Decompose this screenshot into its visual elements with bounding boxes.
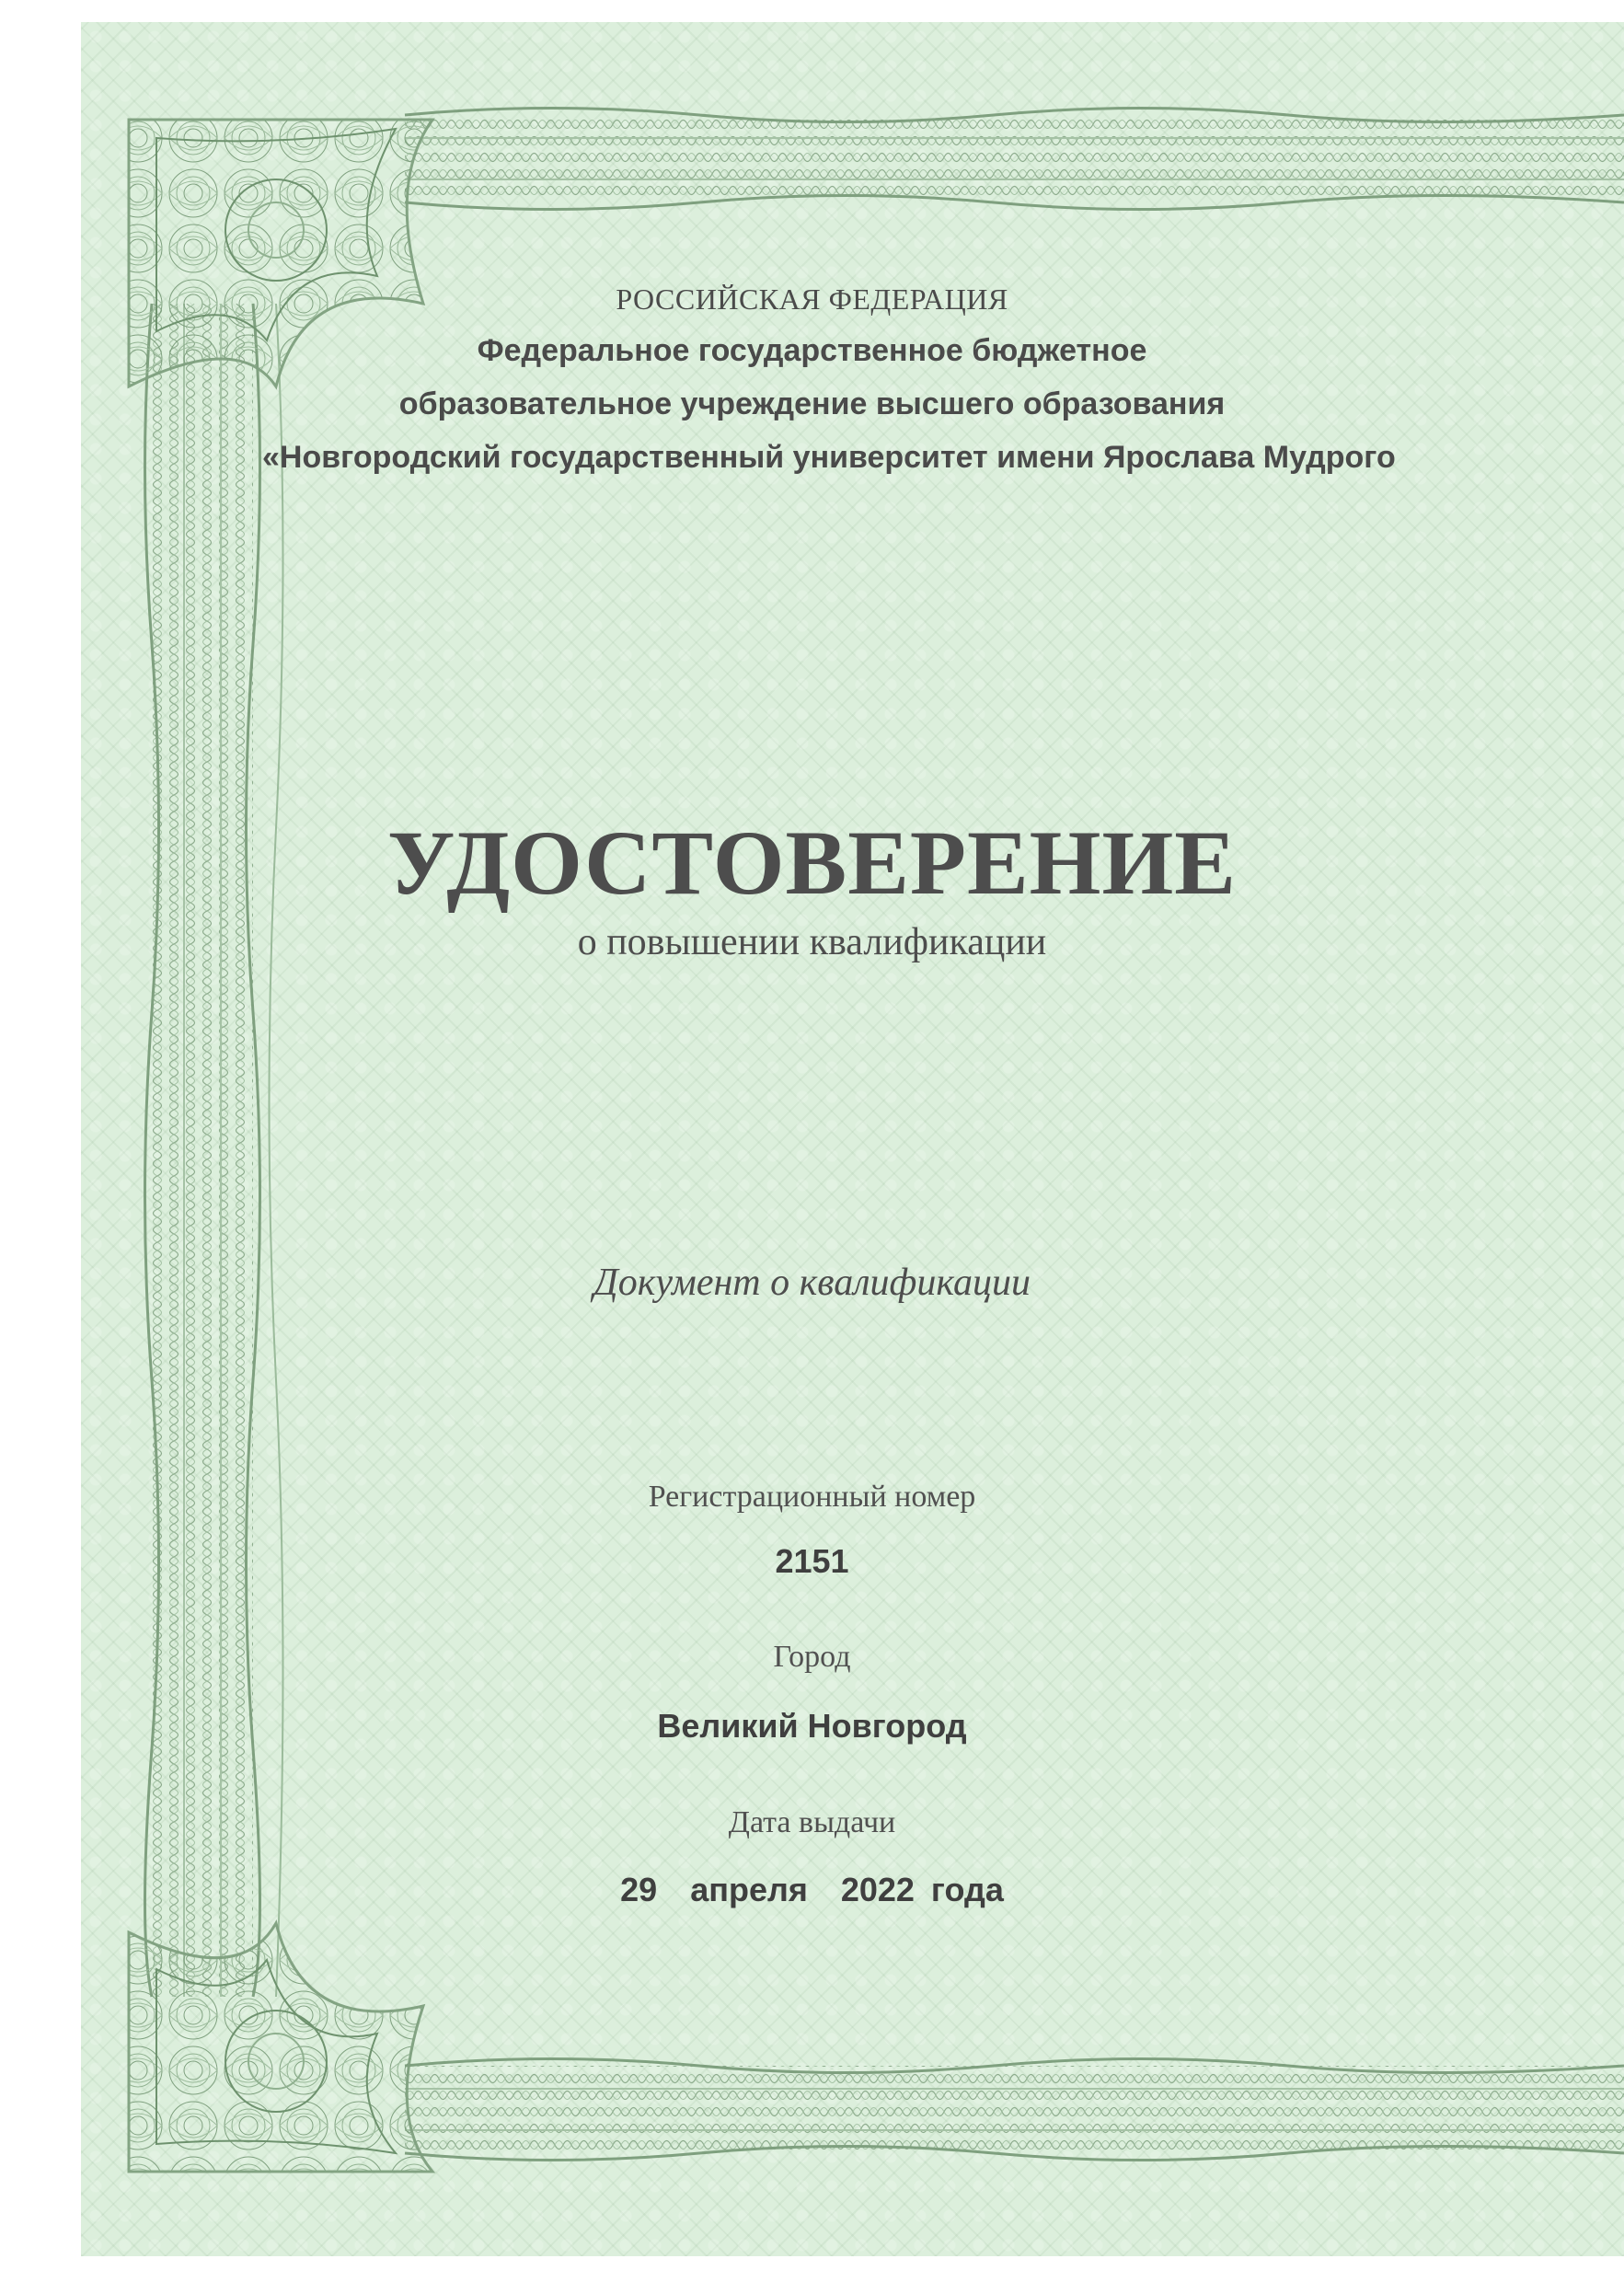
issue-date-label: Дата выдачи [728,1805,896,1839]
country-name: РОССИЙСКАЯ ФЕДЕРАЦИЯ [616,282,1008,316]
certificate-subtitle: о повышении квалификации [577,921,1047,963]
certificate-title: УДОСТОВЕРЕНИЕ [387,812,1237,914]
institution-line-1: Федеральное государственное бюджетное [477,333,1147,368]
top-border [405,109,1624,210]
institution-line-3: «Новгородский государственный университет имени Ярослава Мудрого [262,440,1396,475]
corner-ornament-bottom-left [129,1923,432,2172]
institution-line-2: образовательное учреждение высшего образования [398,386,1226,421]
issue-date-value: 29 апреля 2022 года [620,1871,1004,1908]
city-label: Город [773,1640,851,1674]
city-value: Великий Новгород [657,1707,967,1745]
registration-number-label: Регистрационный номер [648,1480,976,1514]
registration-number: 2151 [775,1542,849,1580]
bottom-border [405,2059,1624,2161]
document-type: Документ о квалификации [593,1262,1031,1304]
